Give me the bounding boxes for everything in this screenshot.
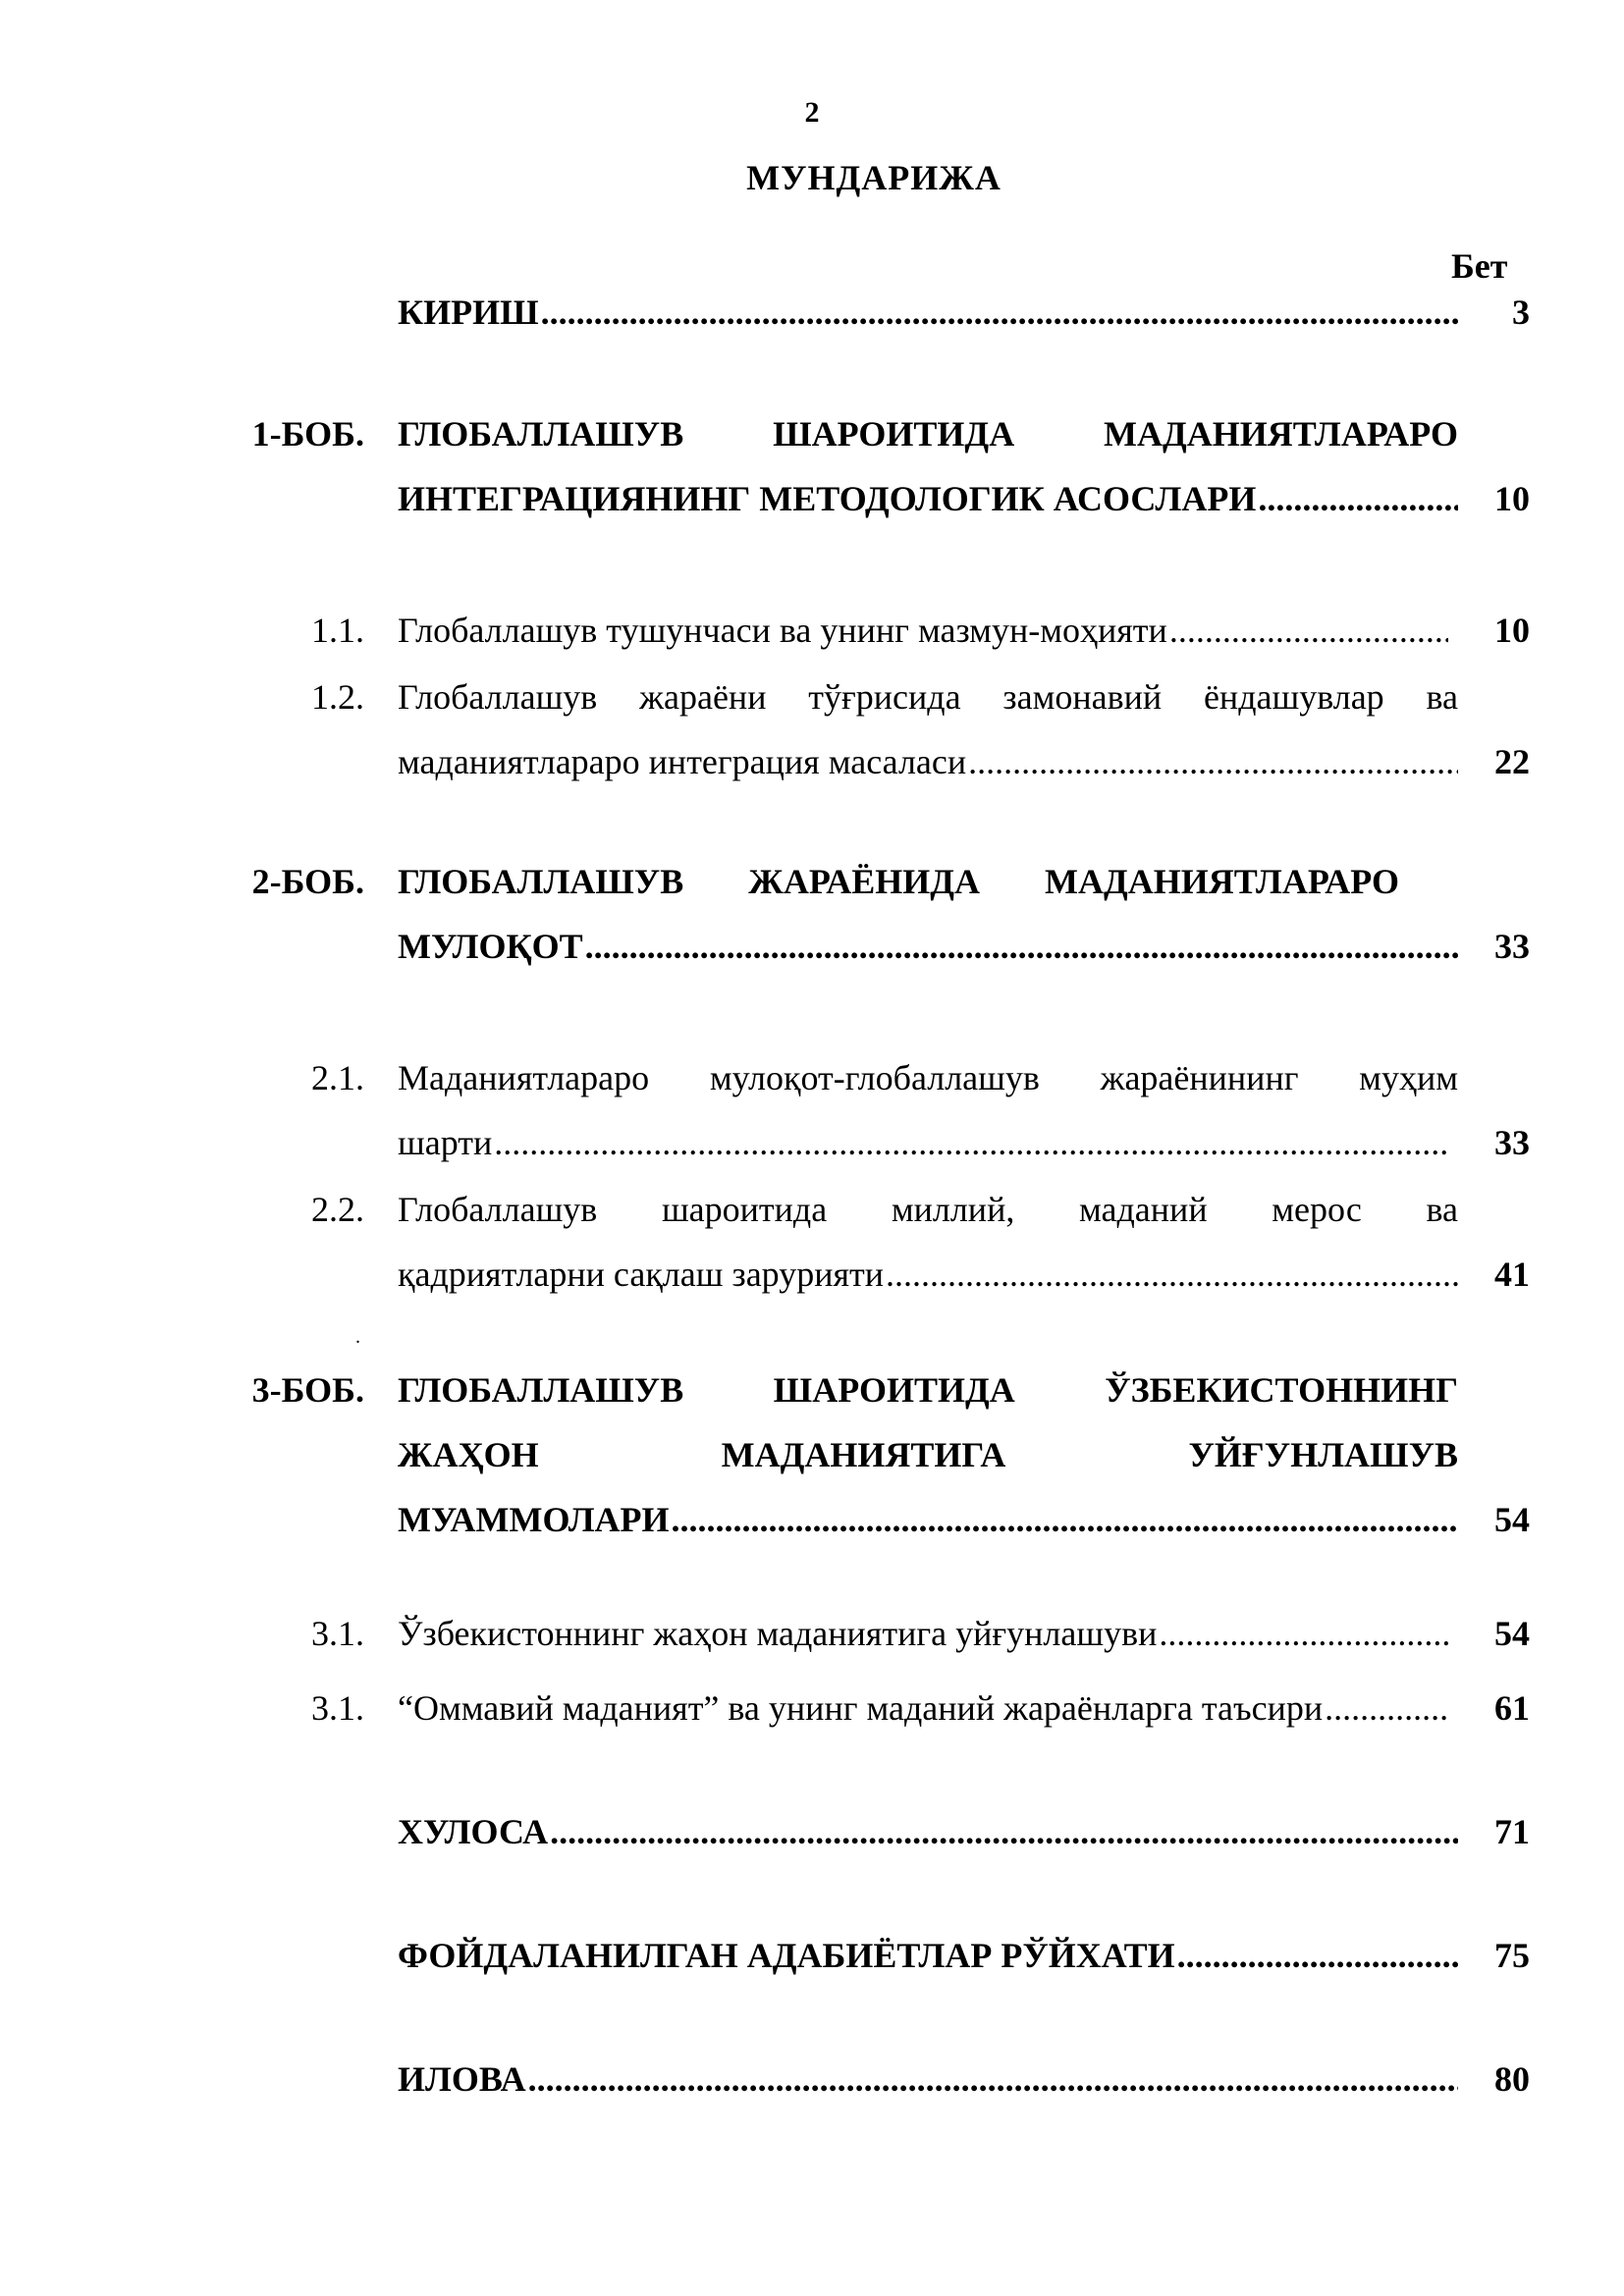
toc-page-number: 54	[1494, 1500, 1530, 1539]
toc-entry-title: МУАММОЛАРИ	[398, 1500, 670, 1539]
toc-entry-section-1-1[interactable]	[398, 609, 1448, 652]
toc-page-number: 3	[1512, 293, 1530, 332]
dot-leader	[528, 2057, 1458, 2101]
toc-entry-chapter-3-line-3[interactable]	[398, 1498, 1458, 1541]
dot-leader	[550, 1810, 1458, 1853]
dot-leader	[1159, 1612, 1448, 1655]
dot-leader	[1258, 477, 1458, 520]
toc-entry-title: ИЛОВА	[398, 2059, 526, 2099]
section-number: 3.1.	[311, 1688, 364, 1728]
dot-leader	[494, 1121, 1448, 1164]
chapter-number: 3-БОБ.	[251, 1370, 364, 1410]
dot-leader	[1325, 1686, 1448, 1730]
chapter-number: 1-БОБ.	[251, 414, 364, 454]
toc-entry-title: ИНТЕГРАЦИЯНИНГ МЕТОДОЛОГИК АСОСЛАРИ	[398, 479, 1257, 518]
dot-leader	[585, 925, 1458, 968]
toc-entry-bibliography[interactable]	[398, 1934, 1458, 1977]
toc-entry-chapter-1-line-2[interactable]	[398, 477, 1458, 520]
dot-leader	[1177, 1934, 1458, 1977]
toc-entry-title: Глобаллашув тушунчаси ва унинг мазмун-моҳияти	[398, 611, 1167, 650]
section-number: 1.1.	[311, 611, 364, 650]
toc-entry-chapter-2-line-1[interactable]: ГЛОБАЛЛАШУВ ЖАРАЁНИДА МАДАНИЯТЛАРАРО	[398, 862, 1399, 901]
toc-entry-title: ФОЙДАЛАНИЛГАН АДАБИЁТЛАР РЎЙХАТИ	[398, 1936, 1175, 1975]
toc-page-number: 10	[1494, 479, 1530, 518]
toc-page-number: 22	[1494, 742, 1530, 781]
toc-entry-section-2-1-line-1[interactable]: Маданиятлараро мулоқот-глобаллашув жараёнининг муҳим	[398, 1058, 1458, 1097]
chapter-number: 2-БОБ.	[251, 862, 364, 901]
toc-page-number: 71	[1494, 1812, 1530, 1851]
document-title: МУНДАРИЖА	[746, 158, 1001, 197]
toc-entry-section-2-1-line-2[interactable]	[398, 1121, 1448, 1164]
toc-entry-title: маданиятлараро интеграция масаласи	[398, 742, 967, 781]
toc-entry-title: КИРИШ	[398, 293, 539, 332]
dot-leader	[541, 291, 1458, 334]
section-number: 2.2.	[311, 1190, 364, 1229]
section-number: 1.2.	[311, 677, 364, 717]
toc-entry-title: шарти	[398, 1123, 493, 1162]
toc-entry-chapter-3-line-2[interactable]: ЖАҲОН МАДАНИЯТИГА УЙҒУНЛАШУВ	[398, 1435, 1458, 1474]
section-number: 3.1.	[311, 1614, 364, 1653]
toc-entry-section-2-2-line-1[interactable]: Глобаллашув шароитида миллий, маданий мерос ва	[398, 1190, 1458, 1229]
toc-entry-section-2-2-line-2[interactable]	[398, 1253, 1458, 1296]
toc-entry-section-3-2[interactable]	[398, 1686, 1448, 1730]
toc-page-number: 61	[1494, 1688, 1530, 1728]
toc-page-number: 75	[1494, 1936, 1530, 1975]
toc-entry-title: Ўзбекистоннинг жаҳон маданиятига уйғунлашуви	[398, 1614, 1158, 1653]
toc-entry-chapter-3-line-1[interactable]: ГЛОБАЛЛАШУВ ШАРОИТИДА ЎЗБЕКИСТОННИНГ	[398, 1370, 1458, 1410]
section-number: 2.1.	[311, 1058, 364, 1097]
page-number: 2	[804, 96, 820, 129]
toc-page-number: 33	[1494, 927, 1530, 966]
toc-page-number: 33	[1494, 1123, 1530, 1162]
toc-page-number: 41	[1494, 1255, 1530, 1294]
toc-entry-appendix[interactable]	[398, 2057, 1458, 2101]
dot-leader	[886, 1253, 1458, 1296]
toc-entry-section-3-1[interactable]	[398, 1612, 1448, 1655]
toc-entry-title: қадриятларни сақлаш зарурияти	[398, 1255, 885, 1294]
toc-entry-chapter-1-line-1[interactable]: ГЛОБАЛЛАШУВ ШАРОИТИДА МАДАНИЯТЛАРАРО	[398, 414, 1458, 454]
dot-leader	[1169, 609, 1448, 652]
toc-entry-title: ХУЛОСА	[398, 1812, 549, 1851]
toc-entry-conclusion[interactable]	[398, 1810, 1458, 1853]
toc-entry-section-1-2-line-1[interactable]: Глобаллашув жараёни тўғрисида замонавий ёндашувлар ва	[398, 677, 1458, 717]
toc-entry-section-1-2-line-2[interactable]	[398, 740, 1458, 783]
toc-entry-title: “Оммавий маданият” ва унинг маданий жараёнларга таъсири	[398, 1688, 1324, 1728]
page-column-label: Бет	[1451, 246, 1508, 286]
toc-page-number: 10	[1494, 611, 1530, 650]
toc-page-number: 80	[1494, 2059, 1530, 2099]
stray-mark: .	[355, 1326, 360, 1348]
dot-leader	[672, 1498, 1458, 1541]
toc-page-number: 54	[1494, 1614, 1530, 1653]
dot-leader	[968, 740, 1458, 783]
toc-entry-chapter-2-line-2[interactable]	[398, 925, 1458, 968]
toc-entry-introduction[interactable]	[398, 291, 1458, 334]
toc-entry-title: МУЛОҚОТ	[398, 927, 583, 966]
